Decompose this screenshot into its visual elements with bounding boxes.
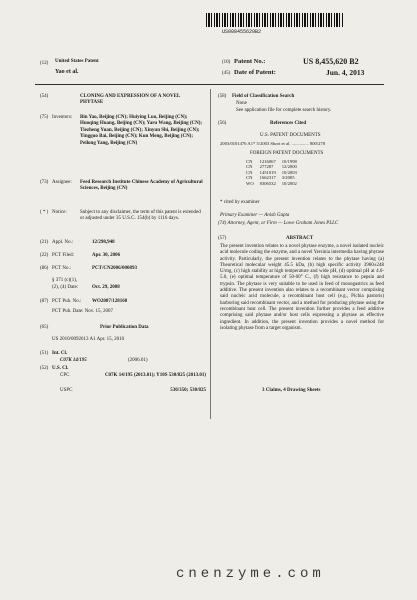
attorney: (74) Attorney, Agent, or Firm — Lowe Graham Jones PLLC xyxy=(218,221,339,226)
pct-pub-date: PCT Pub. Date: Nov. 15, 2007 xyxy=(52,309,113,314)
section-371: § 371 (c)(1), xyxy=(52,278,78,283)
foreign-docs-table xyxy=(246,159,303,186)
field-73-code: (73) xyxy=(40,180,49,185)
pct-pub-no-value: WO2007/128160 xyxy=(92,299,128,304)
doc-number: 277287 xyxy=(259,164,274,170)
doc-number: 1662317 xyxy=(259,175,276,181)
abstract-text: The present invention relates to a novel phytase enzyme, a novel isolated nucleic acid molecule coding the enzyme, and a novel Yersinia intermedia having phytase activity. Particularly, the present invention relates to the phytase having (a) Theoretical molecular weight 45.5 kDa, (b) high specific activity 3960±248 U/mg, (c) high stability at high temperature and wide pH, (d) optimal pH at 4.0-5.0, (e) optimal temperature of 50-60° C., (f) high resistance to pepsin and trypsin. The phytase is very suitable to be used in feed of monogastrics as feed additive. The present invention also relates to a recombinant vector comprising said nucleic acid molecule, a recombinant host cell (e.g., Pichia pastoris) harboring said recombinant vector, and a method for producing phytase using the recombinant host cell. The present invention further provides a feed additive comprising said phytase and/or host cells expressing a phytase as effective ingredient. In addition, the present invention provides a novel method for isolating phytase from a target organism. xyxy=(220,244,384,331)
us-doc-line: 2003/0101476 A1* 5/2003 Short et al. ............... 800/278 xyxy=(220,141,326,146)
doc-date: 10/2002 xyxy=(281,180,297,186)
inventors-short: Yao et al. xyxy=(55,69,79,75)
abstract-title: ABSTRACT xyxy=(286,236,314,241)
field-52-code: (52) xyxy=(40,366,49,371)
doc-number: 1451019 xyxy=(259,169,276,175)
invention-title: CLONING AND EXPRESSION OF A NOVEL PHYTASE xyxy=(80,94,180,106)
assignee-text: Feed Research Institute Chinese Academy of Agricultural Sciences, Beijing (CN) xyxy=(80,180,203,192)
notice-code: ( * ) xyxy=(40,210,49,215)
doc-number: 1216067 xyxy=(259,159,276,164)
field-86-code: (86) xyxy=(40,266,49,271)
barcode-number: US008455620B2 xyxy=(222,29,262,35)
doc-date: 10/1998 xyxy=(281,159,297,164)
prior-pub-line: US 2010/0092613 A1 Apr. 15, 2010 xyxy=(52,337,125,342)
barcode-image xyxy=(206,13,344,27)
title-code: (12) xyxy=(40,61,49,66)
us-cl-label: U.S. Cl. xyxy=(52,366,69,371)
assignee-label: Assignee: xyxy=(52,180,72,185)
prior-pub-title: Prior Publication Data xyxy=(100,325,149,330)
patent-date: Jun. 4, 2013 xyxy=(326,68,365,77)
doc-date: 10/2003 xyxy=(281,169,297,175)
field-65-code: (65) xyxy=(40,325,49,330)
pct-pub-no-label: PCT Pub. No.: xyxy=(52,299,82,304)
field-21-code: (21) xyxy=(40,240,49,245)
pct-no-label: PCT No.: xyxy=(52,266,72,271)
section-371-date-label: (2), (4) Date: xyxy=(52,285,79,290)
foreign-docs-list xyxy=(246,159,303,186)
primary-examiner: Primary Examiner — Anish Gupta xyxy=(220,213,290,218)
cpc-value: C07K 14/195 (2013.01); Y10S 530/825 (2013.01) xyxy=(104,373,206,378)
doc-date: 3/2005 xyxy=(281,175,295,181)
field-87-code: (87) xyxy=(40,299,49,304)
classification-search-none: None xyxy=(236,101,247,106)
field-57-code: (57) xyxy=(218,236,227,241)
country: CN xyxy=(246,164,253,170)
country: CN xyxy=(246,175,253,181)
field-56-code: (56) xyxy=(218,121,227,126)
column-divider xyxy=(210,89,211,419)
inventors-label: Inventors: xyxy=(52,115,73,120)
table-row xyxy=(246,181,303,186)
pct-no-value: PCT/CN2006/000893 xyxy=(92,266,137,271)
field-22-code: (22) xyxy=(40,253,49,258)
watermark-text: cnenzyme.com xyxy=(176,566,325,582)
country: CN xyxy=(246,159,253,164)
claims-count: 3 Claims, 4 Drawing Sheets xyxy=(262,388,321,393)
field-75-code: (75) xyxy=(40,115,49,120)
classification-search-note: See application file for complete search history. xyxy=(236,108,332,113)
appl-no-label: Appl. No.: xyxy=(52,240,74,245)
references-title: References Cited xyxy=(270,121,307,126)
int-cl-date: (2006.01) xyxy=(128,358,148,363)
us-docs-title: U.S. PATENT DOCUMENTS xyxy=(260,133,321,138)
cpc-label: CPC xyxy=(60,373,70,378)
date-label: Date of Patent: xyxy=(234,69,276,76)
field-58-code: (58) xyxy=(218,94,227,99)
field-54-code: (54) xyxy=(40,94,49,99)
foreign-docs-title: FOREIGN PATENT DOCUMENTS xyxy=(250,151,324,156)
doc-date: 12/2000 xyxy=(281,164,297,170)
patent-number: US 8,455,620 B2 xyxy=(303,57,359,66)
classification-search-title: Field of Classification Search xyxy=(232,94,295,99)
int-cl-label: Int. Cl. xyxy=(52,351,68,356)
country: WO xyxy=(246,180,254,186)
document-title: United States Patent xyxy=(55,59,99,64)
inventors-list: Bin Yao, Beijing (CN); Huiying Luo, Beijing (CN); Huoqing Huang, Beijing (CN); Yaru Wang, Beijing (CN); Tiezheng Yuan, Beijing (CN); Xinyun Shi, Beijing (CN); Yingguo Bai, Beijing (CN); Kun Meng, Beijing (CN); Peilong Yang, Beijing (CN) xyxy=(80,115,203,146)
notice-label: Notice: xyxy=(52,210,67,215)
section-371-date: Oct. 29, 2008 xyxy=(92,285,120,290)
doc-number: 8306532 xyxy=(259,180,276,186)
uspc-value: 530/350; 530/825 xyxy=(170,388,206,393)
int-cl-class: C07K 14/195 xyxy=(60,358,87,363)
pct-filed-label: PCT Filed: xyxy=(52,253,74,258)
field-51-code: (51) xyxy=(40,351,49,356)
patent-no-code: (10) xyxy=(222,60,231,65)
notice-text: Subject to any disclaimer, the term of this patent is extended or adjusted under 35 U.S.C. 154(b) by 1116 days. xyxy=(80,210,201,222)
appl-no-value: 12/298,948 xyxy=(92,240,115,245)
country: CN xyxy=(246,169,253,175)
uspc-label: USPC xyxy=(60,388,73,393)
header-rule xyxy=(35,84,384,85)
patent-no-label: Patent No.: xyxy=(234,58,266,65)
date-code: (45) xyxy=(222,71,231,76)
pct-filed-value: Apr. 30, 2006 xyxy=(92,253,121,258)
cited-by-examiner: * cited by examiner xyxy=(220,200,260,205)
